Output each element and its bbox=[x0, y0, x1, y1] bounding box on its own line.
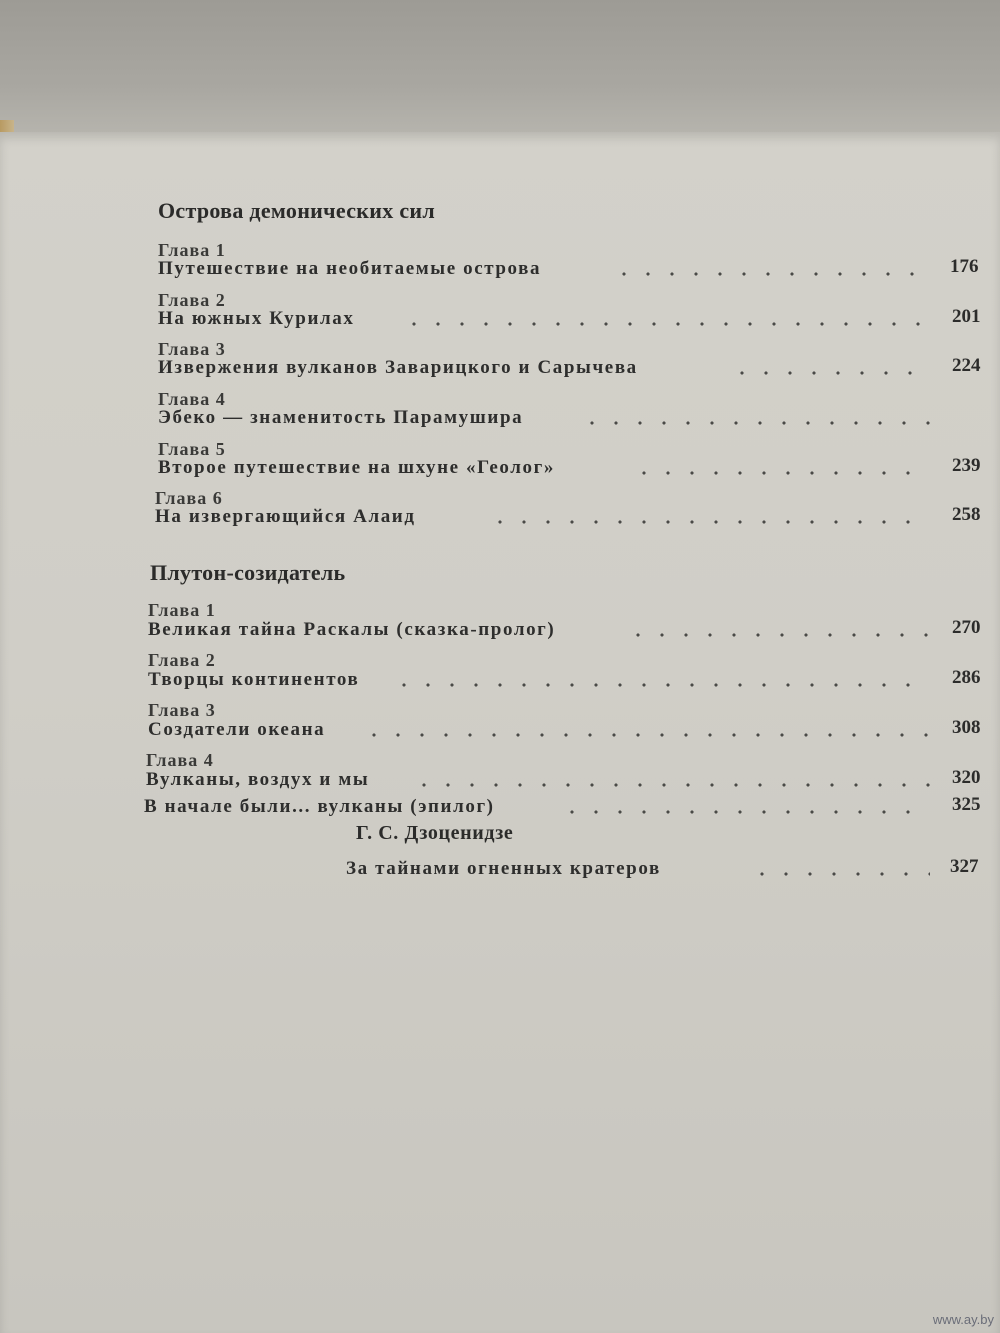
toc-entry-title: На извергающийся Алаид bbox=[155, 506, 416, 527]
chapter-label: Глава 6 bbox=[155, 488, 223, 508]
toc-entry-title: Эбеко — знаменитость Парамушира bbox=[158, 407, 524, 428]
chapter-label: Глава 3 bbox=[158, 339, 226, 359]
chapter-label: Глава 2 bbox=[148, 650, 216, 670]
page-number: 308 bbox=[952, 717, 981, 738]
leader-dots bbox=[730, 371, 930, 375]
book-page bbox=[0, 132, 1000, 1333]
leader-dots bbox=[560, 810, 930, 814]
leader-dots bbox=[362, 733, 930, 737]
chapter-label: Глава 2 bbox=[158, 290, 226, 310]
page-number: 201 bbox=[952, 306, 981, 327]
toc-entry-title: На южных Курилах bbox=[158, 308, 355, 329]
leader-dots bbox=[488, 520, 930, 524]
toc-entry-title: В начале были... вулканы (эпилог) bbox=[144, 796, 495, 817]
page-number: 270 bbox=[952, 617, 981, 638]
section-title: Плутон-созидатель bbox=[150, 560, 346, 585]
page-number: 320 bbox=[952, 767, 981, 788]
page-number: 258 bbox=[952, 504, 981, 525]
chapter-label: Глава 3 bbox=[148, 700, 216, 720]
background-shadow bbox=[0, 0, 1000, 145]
toc-entry-title: Второе путешествие на шхуне «Геолог» bbox=[158, 457, 555, 478]
page-number: 286 bbox=[952, 667, 981, 688]
leader-dots bbox=[612, 272, 930, 276]
leader-dots bbox=[402, 322, 930, 326]
page-number: 325 bbox=[952, 794, 981, 815]
toc-entry-title: Творцы континентов bbox=[148, 669, 360, 690]
leader-dots bbox=[392, 683, 930, 687]
chapter-label: Глава 4 bbox=[158, 389, 226, 409]
afterword-title: За тайнами огненных кратеров bbox=[346, 858, 661, 879]
leader-dots bbox=[626, 633, 930, 637]
afterword-author: Г. С. Дзоценидзе bbox=[356, 822, 514, 844]
chapter-label: Глава 4 bbox=[146, 750, 214, 770]
leader-dots bbox=[750, 872, 930, 876]
toc-entry-title: Вулканы, воздух и мы bbox=[146, 769, 370, 790]
leader-dots bbox=[412, 783, 930, 787]
toc-entry-title: Великая тайна Раскалы (сказка-пролог) bbox=[148, 619, 556, 640]
leader-dots bbox=[580, 421, 930, 425]
leader-dots bbox=[632, 471, 930, 475]
toc-entry-title: Извержения вулканов Заварицкого и Сарычева bbox=[158, 357, 638, 378]
page-number: 176 bbox=[950, 256, 979, 277]
chapter-label: Глава 5 bbox=[158, 439, 226, 459]
page-number: 327 bbox=[950, 856, 979, 877]
toc-entry-title: Путешествие на необитаемые острова bbox=[158, 258, 542, 279]
chapter-label: Глава 1 bbox=[148, 600, 216, 620]
section-title: Острова демонических сил bbox=[158, 198, 436, 223]
chapter-label: Глава 1 bbox=[158, 240, 226, 260]
page-number: 239 bbox=[952, 455, 981, 476]
toc-entry-title: Создатели океана bbox=[148, 719, 326, 740]
watermark: www.ay.by bbox=[932, 1312, 994, 1327]
page-number: 224 bbox=[952, 355, 981, 376]
